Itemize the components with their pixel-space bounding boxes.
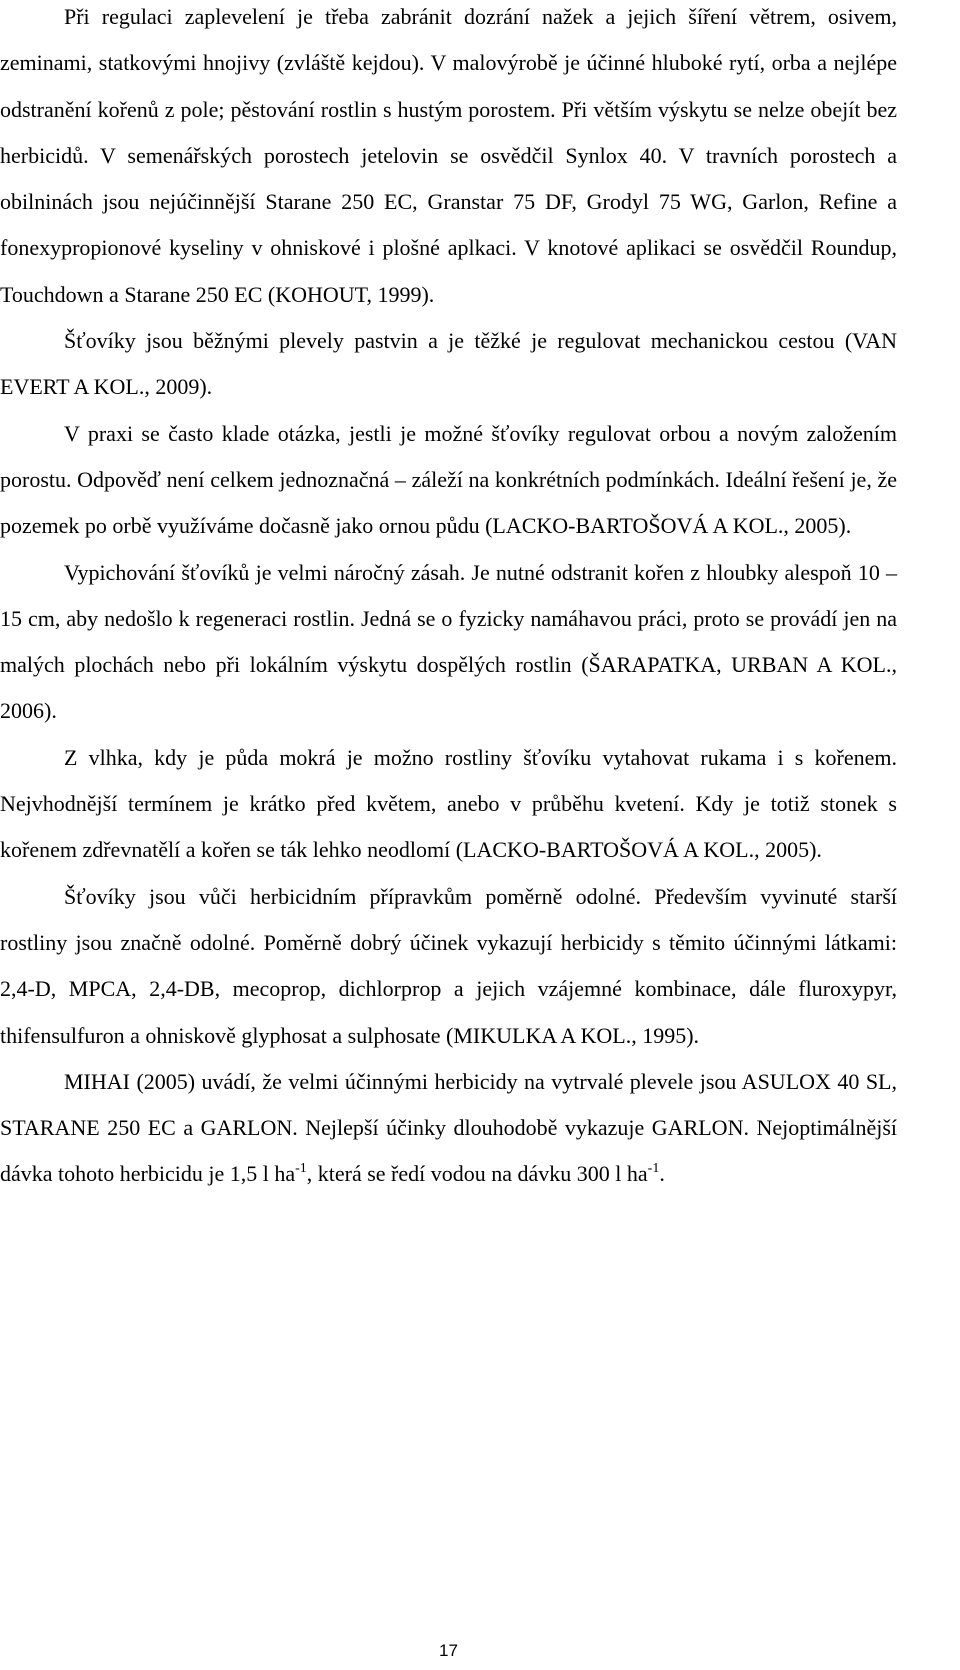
paragraph-text-part: , která se ředí vodou na dávku 300 l ha bbox=[306, 1161, 648, 1187]
paragraph-dock-pasture-weeds: Šťovíky jsou běžnými plevely pastvin a je těžké je regulovat mechanickou cestou (VAN EVERT A KOL., 2009). bbox=[0, 328, 897, 400]
superscript-exponent: -1 bbox=[647, 1161, 660, 1177]
paragraph-herbicide-resistance: Šťovíky jsou vůči herbicidním přípravkům poměrně odolné. Především vyvinuté starší rostliny jsou značně odolné. Poměrně dobrý účinek vykazují herbicidy s těmito účinnými látkami: 2,4-D, MPCA, 2,4-DB, mecoprop, dichlorprop a jejich vzájemné kombinace, dále fluroxypyr, thifensulfuron a ohniskově glyphosat a sulphosate (MIKULKA A KOL., 1995). bbox=[0, 883, 897, 1048]
paragraph-ploughing-question: V praxi se často klade otázka, jestli je možné šťovíky regulovat orbou a novým založením porostu. Odpověď není celkem jednoznačná – záleží na konkrétních podmínkách. Ideální řešení je, že pozemek po orbě využíváme dočasně jako ornou půdu (LACKO-BARTOŠOVÁ A KOL., 2005). bbox=[0, 420, 897, 539]
paragraph-text-part: . bbox=[659, 1161, 665, 1187]
paragraph-digging-out: Vypichování šťovíků je velmi náročný zásah. Je nutné odstranit kořen z hloubky alespoň 10 – 15 cm, aby nedošlo k regeneraci rostlin. Jedná se o fyzicky namáhavou práci, proto se provádí jen na malých plochách nebo při lokálním výskytu dospělých rostlin (ŠARAPATKA, URBAN A KOL., 2006). bbox=[0, 559, 897, 724]
paragraph-weed-regulation: Při regulaci zaplevelení je třeba zabránit dozrání nažek a jejich šíření větrem, osivem, zeminami, statkovými hnojivy (zvláště kejdou). V malovýrobě je účinné hluboké rytí, orba a nejlépe odstranění kořenů z pole; pěstování rostlin s hustým porostem. Při větším výskytu se nelze obejít bez herbicidů. V semenářských porostech jetelovin se osvědčil Synlox 40. V travních porostech a obilninách jsou nejúčinnější Starane 250 EC, Granstar 75 DF, Grodyl 75 WG, Garlon, Refine a fonexypropionové kyseliny v ohniskové i plošné aplkaci. V knotové aplikaci se osvědčil Roundup, Touchdown a Starane 250 EC (KOHOUT, 1999). bbox=[0, 4, 897, 307]
page-number: 17 bbox=[439, 1641, 458, 1660]
paragraph-hand-pulling: Z vlhka, kdy je půda mokrá je možno rostliny šťovíku vytahovat rukama i s kořenem. Nejvhodnější termínem je krátko před květem, anebo v průběhu kvetení. Kdy je totiž stonek s kořenem zdřevnatělí a kořen se ták lehko neodlomí (LACKO-BARTOŠOVÁ A KOL., 2005). bbox=[0, 744, 897, 863]
paragraph-text-part: MIHAI (2005) uvádí, že velmi účinnými herbicidy na vytrvalé plevele jsou ASULOX 40 SL, STARANE 250 EC a GARLON. Nejlepší účinky dlouhodobě vykazuje GARLON. Nejoptimálnější dávka tohoto herbicidu je 1,5 l ha bbox=[0, 1068, 897, 1187]
paragraph-mihai-herbicides bbox=[0, 1059, 897, 1198]
superscript-exponent: -1 bbox=[295, 1161, 307, 1177]
